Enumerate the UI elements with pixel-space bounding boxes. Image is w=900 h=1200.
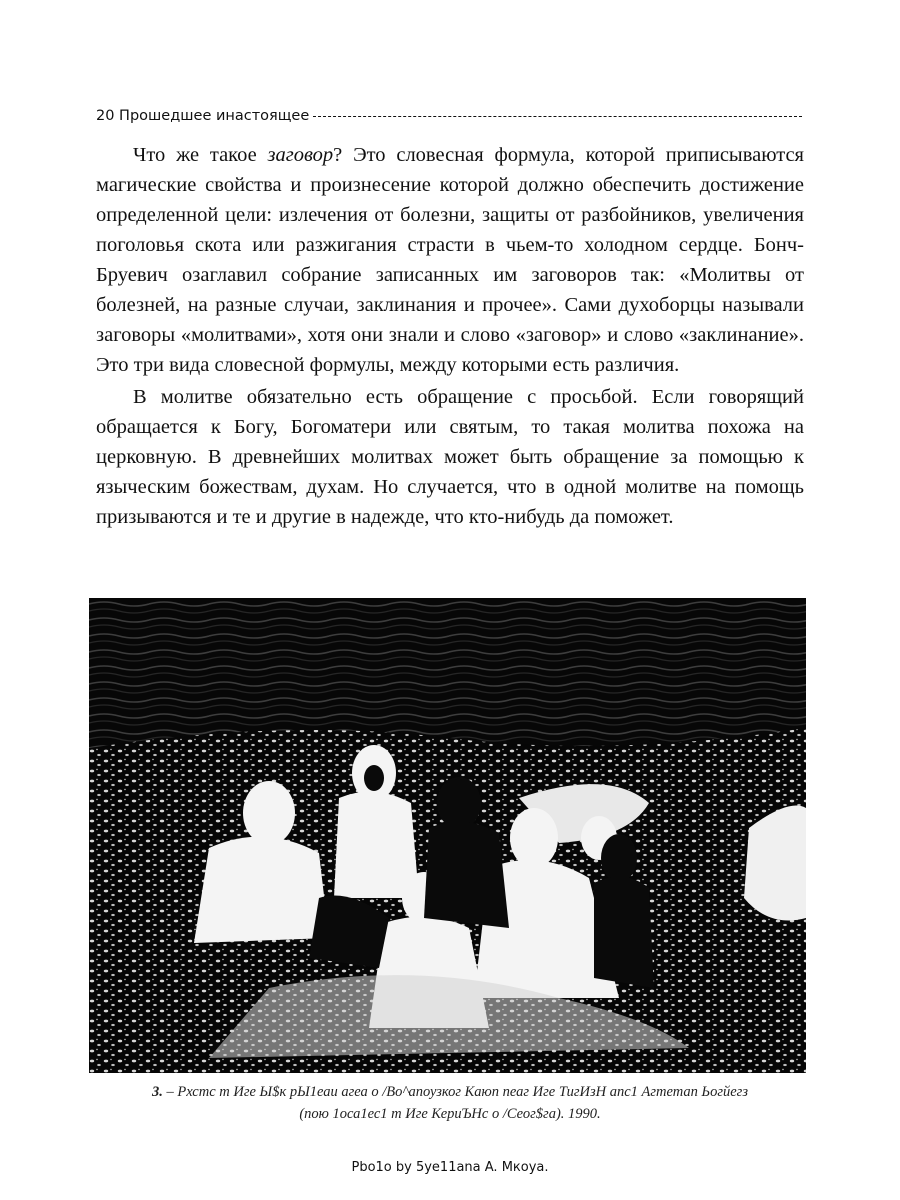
header-rule <box>313 116 802 117</box>
caption-line-2: (пою 1оса1ес1 т Иге КериЪНс о /Сеог$га). 1990. <box>299 1106 601 1122</box>
figure-caption <box>96 1081 804 1125</box>
photo-illustration <box>89 598 806 1073</box>
figure-number: 3. <box>152 1084 163 1100</box>
term-zagovor: заговор <box>267 144 334 166</box>
paragraph-1-start: Что же такое <box>133 144 268 166</box>
running-header <box>96 108 802 124</box>
group-photograph <box>89 598 806 1073</box>
caption-text-1: – Рхстс т Иге Ы$к рЫ1еаи агеа о /Во^апоузког Каюп пеаг Иге ТигИзН апс1 Агтетап Ьогйегз <box>166 1084 748 1100</box>
paragraph-1-rest: ? Это словесная формула, которой приписываются магические свойства и произнесение которой должно обеспечить достижение определенной цели: излечения от болезни, защиты от разбойников, увеличения поголовья скота или разжигания страсти в чьем-то холодном сердце. Бонч-Бруевич озаглавил собрание записанных им заговоров так: «Молитвы от болезней, на разные случаи, заклинания и прочее». Сами духоборцы называли заговоры «молитвами», хотя они знали и слово «заговор» и слово «заклинание». Это три вида словесной формулы, между которыми есть различия. <box>96 144 804 376</box>
caption-line-1 <box>96 1081 804 1103</box>
paragraph-1 <box>96 140 804 380</box>
running-head-text: 20 Прошедшее инастоящее <box>96 108 310 124</box>
paragraph-2: В молитве обязательно есть обращение с просьбой. Если говорящий обращается к Богу, Богоматери или святым, то такая молитва похожа на церковную. В древнейших молитвах может быть обращение за помощью к языческим божествам, духам. Но случается, что в одной молитве на помощь призываются и те и другие в надежде, что кто-нибудь да поможет. <box>96 386 804 528</box>
photo-credit: Pbo1o by 5ye11ana A. Мкоуа. <box>351 1160 549 1175</box>
main-text <box>96 140 804 532</box>
